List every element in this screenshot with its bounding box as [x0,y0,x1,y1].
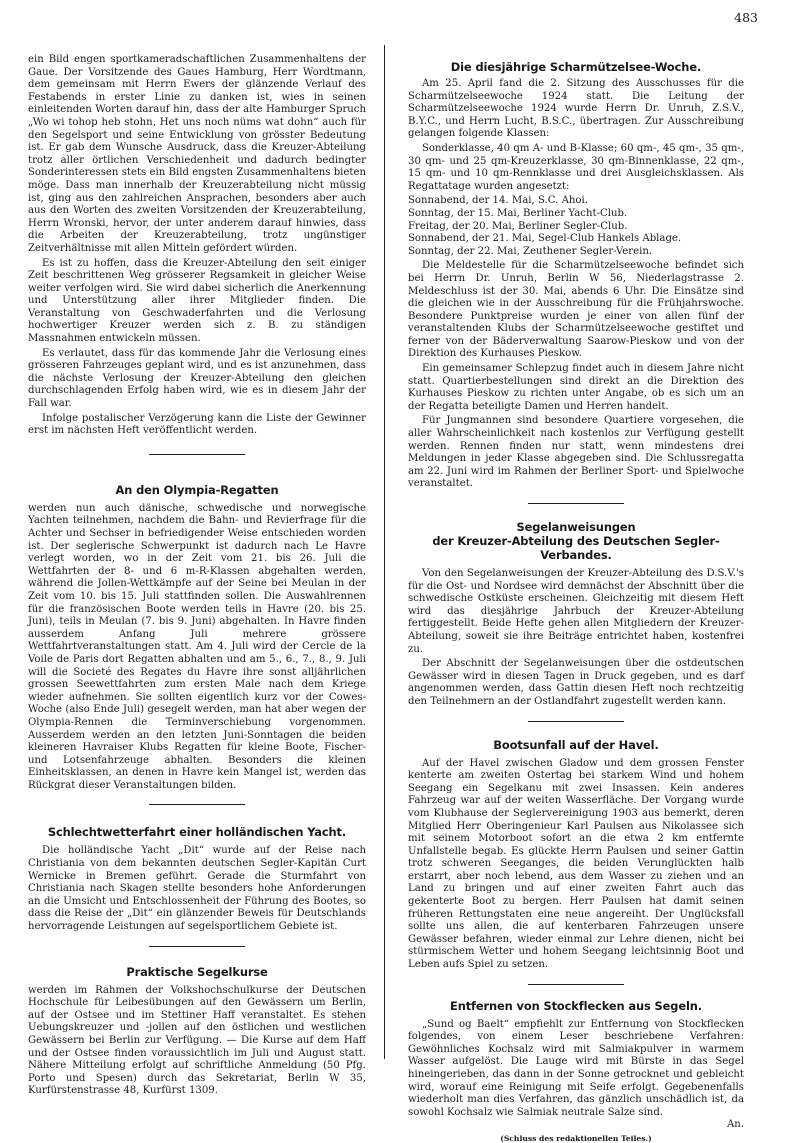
section-rule [528,984,624,985]
scharmuetzelsee-schleppzug: Ein gemeinsamer Schlepzug findet auch in diesem Jahre nicht statt. Quartierbestellungen sind direkt an die Direktion des Kurhauses Pieskow zu richten unter Angabe, ob es sich um an der Regatta beteiligte Damen und Herren handelt. [408,363,744,412]
kreuzer-paragraph-4: Infolge postalischer Verzögerung kann die Liste der Gewinner erst im nächsten Heft veröffentlicht werden. [28,412,366,437]
stockflecken-text: „Sund og Baelt“ empfiehlt zur Entfernung von Stockflecken folgendes, von einem Leser beschriebene Verfahren: Gewöhnliches Kochsalz wird mit Salmiakpulver in warmem Wasser aufgelöst. Die Lauge wird mit Bürste in das Segel hineingerieben, das dann in der Sonne getrocknet und gebleicht wird, worauf eine Reinigung mit Seife erfolgt. Gegebenenfalls wiederholt man dies Verfahren, das gänzlich unschädlich ist, da sowohl Kochsalz wie Salmiak neutrale Salze sind. [408,1018,744,1118]
scharmuetzelsee-klassen: Sonderklasse, 40 qm A- und B-Klasse; 60 qm-, 45 qm-, 35 qm-, 30 qm- und 25 qm-Kreuzerklasse, 30 qm-Binnenklasse, 22 qm-, 15 qm- und 10 qm-Rennklasse und drei Ausgleichsklassen. Als Regattatage wurden angesetzt: [408,142,744,192]
heading-segelkurse: Praktische Segelkurse [126,964,268,979]
schlechtwetterfahrt-text: Die holländische Yacht „Dit“ wurde auf der Reise nach Christiania von dem bekannten deutschen Segler-Kapitän Curt Wernicke in Bremen geführt. Gerade die Sturmfahrt von Christiania nach Skagen stellte besonders hohe Anforderungen an die Umsicht und Entschlossenheit der Führung des Bootes, so dass die Reise der „Dit“ ein glänzender Beweis für Deutschlands hervorragende Leistungen auf segelsportlichem Gebiete ist. [28,845,366,933]
segelanweisungen-paragraph-2: Der Abschnitt der Segelanweisungen über die ostdeutschen Gewässer wird in diesen Tagen in Druck gegeben, und es darf angenommen werden, dass Gattin diesen Heft noch rechtzeitig den Teilnehmern an der Ostlandfahrt zugestellt werden kann. [408,658,744,707]
kreuzer-paragraph-1: ein Bild engen sportkameradschaftlichen Zusammenhaltens der Gaue. Der Vorsitzende des Gaues Hamburg, Herr Wordtmann, dem gemeinsam mit Herrn Ewers der glänzende Verlauf des Festabends in erster Linie zu danken ist, wies in seinen einleitenden Worten darauf hin, dass der alte Hamburger Spruch „Wo wi tohop heb stohn, Het uns noch nüms wat dohn“ auch für den Segelsport und seine Entwicklung von grösster Bedeutung ist. Er gab dem Wunsche Ausdruck, dass die Kreuzer-Abteilung trotz aller örtlichen Verschiedenheit und dadurch bedingter Sonderinteressen stets ein Bild engsten Zusammenhaltens bieten möge. Dass man innerhalb der Kreuzerabteilung nicht müssig ist, ging aus den zahlreichen Ansprachen, besonders aber auch aus den Worten des zweiten Vorsitzenden der Kreuzerabteilung, Herrn Wronski, hervor, der unter anderem darauf hinwies, dass die Arbeiten der Kreuzerabteilung, trotz ungünstiger Zeitverhältnisse mit allen Mitteln gefördert würden. [28,54,366,254]
section-rule [528,721,624,722]
heading-schlechtwetterfahrt: Schlechtwetterfahrt einer holländischen Yacht. [47,825,347,840]
section-rule [149,946,245,947]
regatta-date-4: Sonnabend, der 21. Mai, Segel-Club Hankels Ablage. [408,233,682,245]
heading-segelanweisungen-sub: der Kreuzer-Abteilung des Deutschen Segler-Verbandes. [432,534,720,562]
page-number: 483 [734,10,758,25]
kreuzer-paragraph-2: Es ist zu hoffen, dass die Kreuzer-Abteilung den seit einiger Zeit beschrittenen Weg grösserer Regsamkeit in gleicher Weise weiter verfolgen wird. Sie wird dabei sicherlich die Anerkennung und Unterstützung aller ihrer Mitglieder finden. Die Veranstaltung von Geschwaderfahrten und die Verlosung hochwertiger Kreuzer werden sich z. B. zu ständigen Massnahmen entwickeln müssen. [28,257,366,345]
kreuzer-paragraph-3: Es verlautet, dass für das kommende Jahr die Verlosung eines grösseren Fahrzeuges geplant wird, und es ist anzunehmen, dass die nächste Verlosung der Kreuzer-Abteilung den gleichen durchschlagenden Erfolg haben wird, wie es in diesem Jahr der Fall war. [28,347,366,410]
segelanweisungen-paragraph-1: Von den Segelanweisungen der Kreuzer-Abteilung des D.S.V.'s für die Ost- und Nordsee wird demnächst der Abschnitt über die schwedische Ostküste erscheinen. Gleichzeitig mit diesem Heft wird das diesjährige Jahrbuch der Kreuzer-Abteilung fertiggestellt. Beide Hefte gehen allen Mitgliedern der Kreuzer-Abteilung, soweit sie ihre Beiträge entrichtet haben, kostenfrei zu. [408,568,744,655]
regatta-date-5: Sonntag, der 22. Mai, Zeuthener Segler-Verein. [408,245,653,257]
right-column [408,60,744,1143]
regatta-date-2: Sonntag, der 15. Mai, Berliner Yacht-Club. [408,207,628,219]
scharmuetzelsee-meldestelle: Die Meldestelle für die Scharmützelseewoche befindet sich bei Herrn Dr. Unruh, Berlin W 56, Niederlagstrasse 2. Meldeschluss ist der 30. Mai, abends 6 Uhr. Die Einsätze sind die gleichen wie in der Ausschreibung für die Frühjahrswoche. Besondere Punktpreise wurden je einer von allen fünf der veranstaltenden Klubs der Scharmützelseewoche gestiftet und ferner von der Bäderverwaltung Saarow-Pieskow und von der Direktion des Kurhauses Pieskow. [408,260,744,360]
regatta-date-1: Sonnabend, der 14. Mai, S.C. Ahoi. [408,195,588,207]
regatta-date-3: Freitag, der 20. Mai, Berliner Segler-Club. [408,220,628,232]
scharmuetzelsee-jungmannen: Für Jungmannen sind besondere Quartiere vorgesehen, die aller Wahrscheinlichkeit nach kostenlos zur Verfügung gestellt werden. Rennen finden nur statt, wenn mindestens drei Meldungen in jeder Klasse abgegeben sind. Die Schlussregatta am 22. Juni wird im Rahmen der Berliner Sport- und Spielwoche veranstaltet. [408,415,744,490]
section-rule [149,454,245,455]
left-column [28,54,366,1100]
scharmuetzelsee-intro: Am 25. April fand die 2. Sitzung des Ausschusses für die Scharmützelseewoche 1924 statt. Die Leitung der Scharmützelseewoche 1924 wurde Herrn Dr. Unruh, Z.S.V., B.Y.C., und Herrn Lucht, B.S.C., übertragen. Zur Ausschreibung gelangen folgende Klassen: [408,78,744,140]
section-rule [149,804,245,805]
heading-olympia: An den Olympia-Regatten [115,482,279,497]
heading-scharmuetzelsee: Die diesjährige Scharmützelsee-Woche. [450,60,702,74]
heading-bootsunfall: Bootsunfall auf der Havel. [493,737,659,752]
stockflecken-signature: An. [726,1119,744,1131]
editorial-end-note: (Schluss des redaktionellen Teiles.) [500,1133,652,1143]
heading-segelanweisungen: Segelanweisungen [516,520,636,534]
segelkurse-text: werden im Rahmen der Volkshochschulkurse der Deutschen Hochschule für Leibesübungen auf den Gewässern um Berlin, auf der Ostsee und im Stettiner Haff veranstaltet. Es stehen Uebungskreuzer und -jollen auf den östlichen und westlichen Gewässern bei Berlin zur Verfügung. — Die Kurse auf dem Haff und der Ostsee finden voraussichtlich im Juli und August statt. Nähere Mitteilung erfolgt auf schriftliche Anmeldung (50 Pfg. Porto und Spesen) durch das Sekretariat, Berlin W 35, Kurfürstenstrasse 48, Kurfürst 1309. [28,984,366,1097]
bootsunfall-text: Auf der Havel zwischen Gladow und dem grossen Fenster kenterte am zweiten Ostertag bei starkem Wind und hohem Seegang ein Segelkanu mit zwei Insassen. Kein anderes Fahrzeug war auf der weiten Wasserfläche. Der Vorgang wurde vom Klubhause der Seglervereinigung 1903 aus bemerkt, deren Mitglied Herr Oberingenieur Karl Paulsen aus Nikolassee sich mit seinem Motorboot sofort an die etwa 2 km entfernte Unfallstelle begab. Es glückte Herrn Paulsen und seiner Gattin trotz schweren Seeganges, die beiden Verunglückten halb erstarrt, aber noch lebend, aus dem Wasser zu ziehen und an Land zu bringen und auf einer zweiten Fahrt auch das gekenterte Boot zu bergen. Herr Paulsen hat damit seinen früheren Rettungstaten eine neue angereiht. Der Unglücksfall sollte uns allen, die auf kenterbaren Fahrzeugen unsere Gewässer befahren, wieder einmal zur Lehre dienen, nicht bei stürmischem Wetter und hohem Seegang leichtsinnig Boot und Leben aufs Spiel zu setzen. [408,757,744,971]
olympia-text: werden nun auch dänische, schwedische und norwegische Yachten teilnehmen, nachdem die Bahn- und Revierfrage für die Achter und Sechser in befriedigender Weise entschieden worden ist. Der seglerische Schwerpunkt ist dadurch nach Le Havre verlegt worden, wo in der Zeit vom 21. bis 26. Juli die Wettfahrten der 8- und 6 m-R-Klassen abgehalten werden, während die Jollen-Wettkämpfe auf der Seine bei Meulan in der Zeit vom 10. bis 15. Juli stattfinden sollen. Die Auswahlrennen für die französischen Boote werden teils in Havre (20. bis 25. Juni), teils in Meulan (7. bis 9. Juni) abgehalten. In Havre finden ausserdem Anfang Juli mehrere grössere Wettfahrtveranstaltungen statt. Am 4. Juli wird der Cercle de la Voile de Paris dort Regatten abhalten und am 5., 6., 7., 8., 9. Juli will die Societé des Regates du Havre ihre sonst alljährlichen grossen Seewettfahrten zum ersten Male nach dem Kriege wieder aufnehmen. Sie sollten eigentlich kurz vor der Cowes-Woche (also Ende Juli) gesegelt werden, man hat aber wegen der Olympia-Rennen die Terminverschiebung vorgenommen. Ausserdem werden an den letzten Juni-Sonntagen die beiden kleineren Havraiser Klubs Regatten für kleine Boote, Fischer- und Lotsenfahrzeuge abhalten. Besonders die kleinen Einheitsklassen, an denen in Havre kein Mangel ist, werden das Rückgrat dieser Veranstaltungen bilden. [28,502,366,791]
column-divider [384,45,385,1059]
heading-stockflecken: Entfernen von Stockflecken aus Segeln. [450,998,702,1013]
section-rule [528,503,624,504]
